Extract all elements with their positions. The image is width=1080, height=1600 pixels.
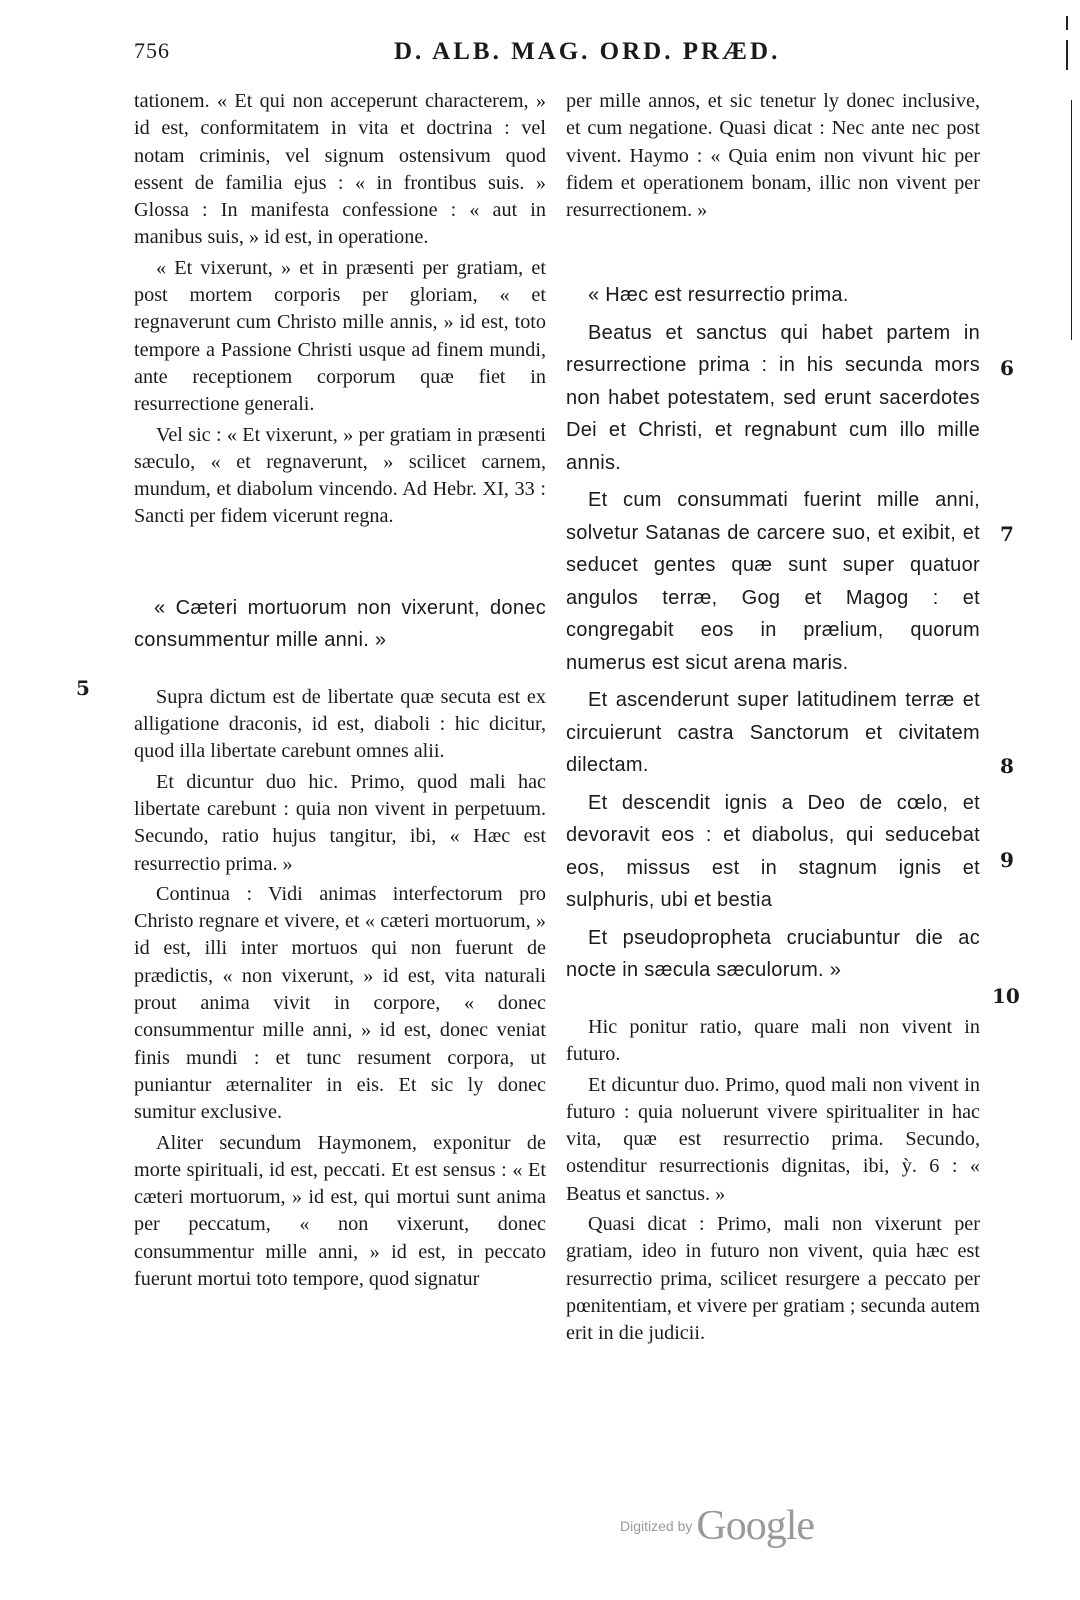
paragraph: Et dicuntur duo. Primo, quod mali non vivent in futuro : quia noluerunt vivere spiritualiter in hac vita, quæ est resurrectio prima. Secundo, ostenditur resurrectionis dignitas, ibi, ỳ. 6 : « Beatus et sanctus. » bbox=[566, 1073, 980, 1205]
page-number: 756 bbox=[134, 38, 170, 63]
paragraph: Vel sic : « Et vixerunt, » per gratiam in præsenti sæculo, « et regnaverunt, » scilicet carnem, mundum, et diabolum vincendo. Ad Hebr. XI, 33 : Sancti per fidem vicerunt regna. bbox=[134, 423, 546, 528]
paragraph: Et dicuntur duo hic. Primo, quod mali hac libertate carebunt : quia non vivent in perpetuum. Secundo, ratio hujus tangitur, ibi, « Hæc est resurrectio prima. » bbox=[134, 770, 546, 875]
page-edge-mark bbox=[1071, 100, 1072, 340]
paragraph: Aliter secundum Haymonem, exponitur de morte spirituali, id est, peccati. Et est sensus : « Et cæteri mortuorum, » id est, qui mortui sunt anima per peccatum, « non vixerunt, donec consummentur mille anni, » id est, in peccato fuerunt mortui toto tempore, quod signatur bbox=[134, 1131, 546, 1290]
paragraph: Supra dictum est de libertate quæ secuta est ex alligatione draconis, id est, diaboli : hic dicitur, quod illa libertate carebunt omnes alii. bbox=[134, 685, 546, 763]
paragraph: tationem. « Et qui non acceperunt characterem, » id est, conformitatem in vita et doctrina : vel notam criminis, vel signum ostensivum quod essent de familia ejus : « in frontibus suis. » Glossa : In manifesta confessione : « aut in manibus suis, » id est, in operatione. bbox=[134, 90, 546, 249]
digitized-by-google-watermark bbox=[620, 1502, 814, 1550]
page-header bbox=[134, 38, 1004, 78]
margin-verse-number: 7 bbox=[1000, 522, 1014, 546]
digitized-label: Digitized by bbox=[620, 1518, 693, 1534]
running-title: D. ALB. MAG. ORD. PRÆD. bbox=[394, 38, 781, 65]
verse-8: Et ascenderunt super latitudinem terræ et circuierunt castra Sanctorum et civitatem dilectam. bbox=[566, 689, 980, 777]
lemma-verse: « Cæteri mortuorum non vixerunt, donec consummentur mille anni. » bbox=[134, 596, 546, 652]
verse-9: Et descendit ignis a Deo de cœlo, et devoravit eos : et diabolus, qui seducebat eos, missus est in stagnum ignis et sulphuris, ubi et bestia bbox=[566, 791, 980, 912]
page-edge-mark bbox=[1066, 40, 1068, 70]
margin-verse-number: 8 bbox=[1000, 754, 1014, 778]
margin-verse-number: 5 bbox=[76, 676, 90, 700]
paragraph: Continua : Vidi animas interfectorum pro Christo regnare et vivere, et « cæteri mortuorum, » id est, illi inter mortuos qui non fuerunt de prædictis, « non vixerunt, » id est, vita naturali prout anima vivit in corpore, « donec consummentur mille anni, » id est, donec veniat finis mundi : et tunc resument corpora, ut puniantur æternaliter in eis. Et sic ly donec sumitur exclusive. bbox=[134, 882, 546, 1124]
verse-10: Et pseudopropheta cruciabuntur die ac nocte in sæcula sæculorum. » bbox=[566, 926, 980, 982]
margin-verse-number: 10 bbox=[992, 984, 1020, 1008]
margin-verse-number: 9 bbox=[1000, 848, 1014, 872]
page-edge-mark bbox=[1066, 16, 1068, 30]
paragraph: per mille annos, et sic tenetur ly donec inclusive, et cum negatione. Quasi dicat : Nec ante nec post vivent. Haymo : « Quia enim non vivunt hic per fidem et operationem bonam, illic non vivent per resurrectionem. » bbox=[566, 90, 980, 222]
right-column bbox=[566, 88, 980, 1351]
paragraph: Quasi dicat : Primo, mali non vixerunt per gratiam, ideo in futuro non vivent, quia hæc est resurrectio prima, scilicet resurgere a peccato per pœnitentiam, et vivere per gratiam ; secunda autem erit in die judicii. bbox=[566, 1213, 980, 1345]
margin-verse-number: 6 bbox=[1000, 356, 1014, 380]
left-column bbox=[134, 88, 546, 1296]
paragraph: « Et vixerunt, » et in præsenti per gratiam, et post mortem corporis per gloriam, « et regnaverunt cum Christo mille annis, » id est, toto tempore a Passione Christi usque ad finem mundi, ante receptionem corporum quæ fiet in resurrectione generali. bbox=[134, 256, 546, 416]
google-logo: Google bbox=[696, 1503, 815, 1549]
verse-6a: « Hæc est resurrectio prima. bbox=[588, 284, 849, 307]
paragraph: Hic ponitur ratio, quare mali non vivent in futuro. bbox=[566, 1015, 980, 1066]
verse-7: Et cum consummati fuerint mille anni, solvetur Satanas de carcere suo, et exibit, et seducet gentes quæ sunt super quatuor angulos terræ, Gog et Magog : et congregabit eos in prælium, quorum numerus est sicut arena maris. bbox=[566, 489, 980, 674]
verse-6: Beatus et sanctus qui habet partem in resurrectione prima : in his secunda mors non habet potestatem, sed erunt sacerdotes Dei et Christi, et regnabunt cum illo mille annis. bbox=[566, 321, 980, 474]
